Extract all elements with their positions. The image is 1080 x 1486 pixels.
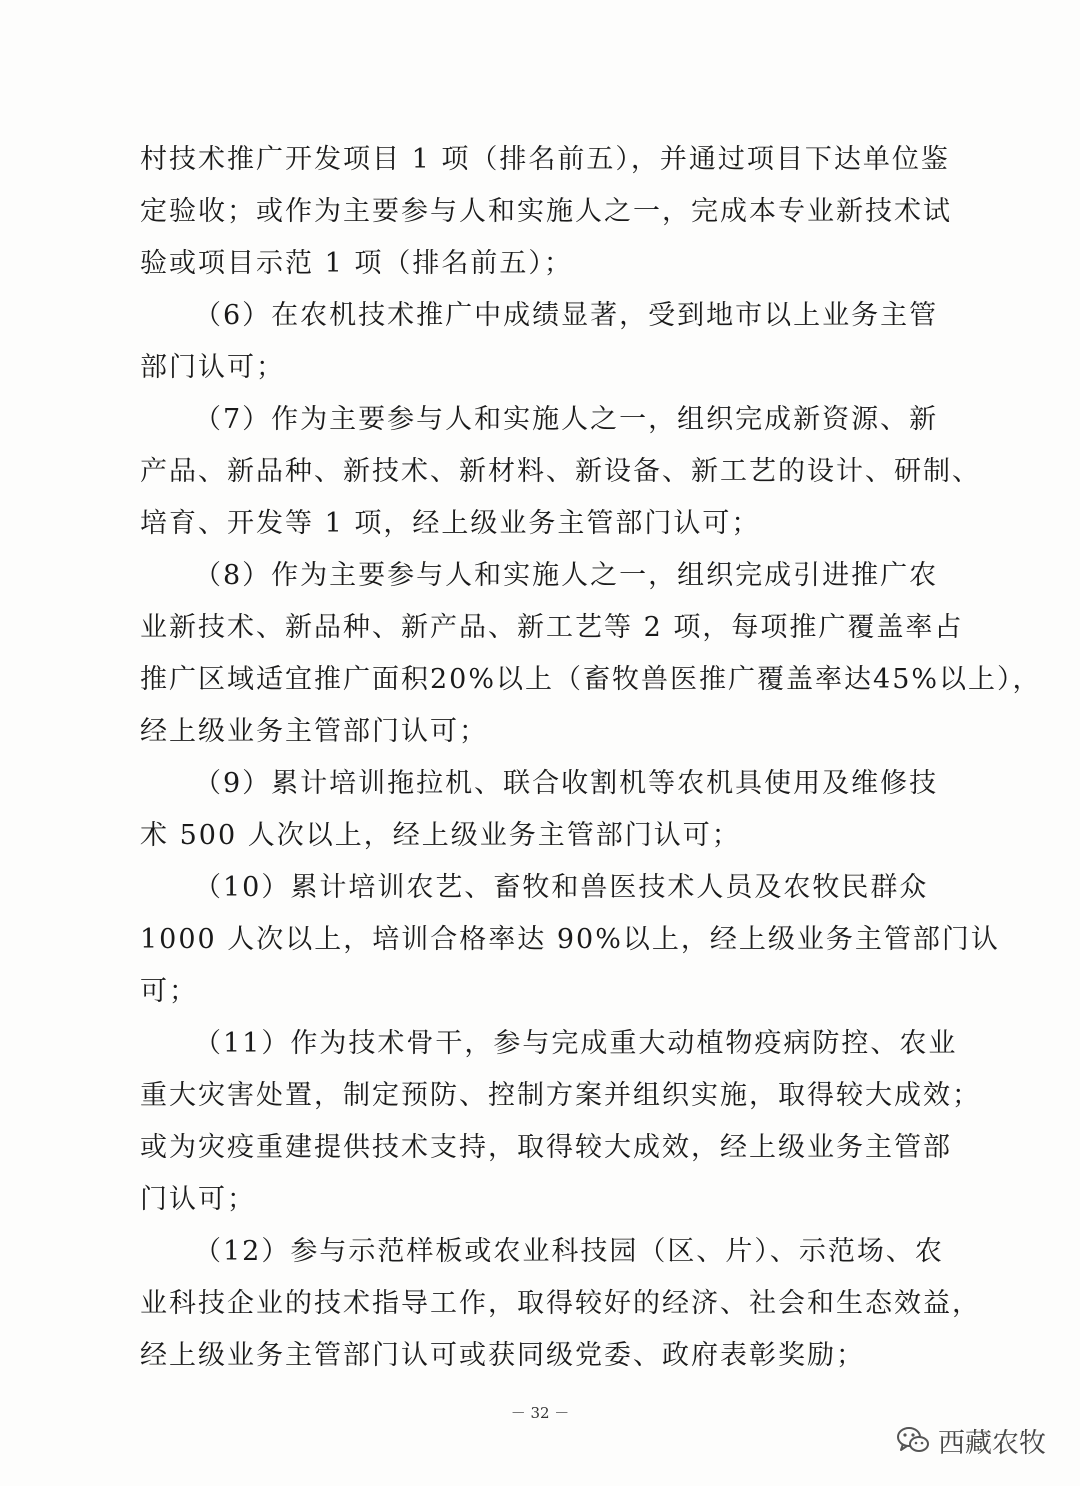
text-line: 培育、开发等 1 项，经上级业务主管部门认可； <box>140 508 761 539</box>
text-line: 经上级业务主管部门认可； <box>140 716 488 747</box>
wechat-watermark <box>896 1425 1046 1459</box>
watermark-label: 西藏农牧 <box>938 1427 1046 1459</box>
page-number: － 32 － <box>510 1404 570 1422</box>
text-line: 可； <box>140 976 198 1007</box>
text-line: 村技术推广开发项目 1 项（排名前五），并通过项目下达单位鉴 <box>140 144 950 175</box>
text-line: 验或项目示范 1 项（排名前五）； <box>140 248 573 279</box>
text-line: 推广区域适宜推广面积20%以上（畜牧兽医推广覆盖率达45%以上）， <box>140 664 1042 695</box>
wechat-icon <box>896 1425 930 1455</box>
text-line: 术 500 人次以上，经上级业务主管部门认可； <box>140 820 741 851</box>
text-line: （9）累计培训拖拉机、联合收割机等农机具使用及维修技 <box>194 768 939 799</box>
text-line: （7）作为主要参与人和实施人之一，组织完成新资源、新 <box>194 404 939 435</box>
text-line: （12）参与示范样板或农业科技园（区、片）、示范场、农 <box>194 1236 944 1267</box>
text-line: 业科技企业的技术指导工作，取得较好的经济、社会和生态效益， <box>140 1288 981 1319</box>
text-line: （10）累计培训农艺、畜牧和兽医技术人员及农牧民群众 <box>194 872 929 903</box>
text-line: 经上级业务主管部门认可或获同级党委、政府表彰奖励； <box>140 1340 865 1371</box>
text-line: （6）在农机技术推广中成绩显著，受到地市以上业务主管 <box>194 300 939 331</box>
text-line: 重大灾害处置，制定预防、控制方案并组织实施，取得较大成效； <box>140 1080 981 1111</box>
text-line: 业新技术、新品种、新产品、新工艺等 2 项，每项推广覆盖率占 <box>140 612 964 643</box>
text-line: 产品、新品种、新技术、新材料、新设备、新工艺的设计、研制、 <box>140 456 981 487</box>
text-line: 或为灾疫重建提供技术支持，取得较大成效，经上级业务主管部 <box>140 1132 952 1163</box>
text-line: （8）作为主要参与人和实施人之一，组织完成引进推广农 <box>194 560 939 591</box>
text-line: 定验收；或作为主要参与人和实施人之一，完成本专业新技术试 <box>140 196 952 227</box>
text-line: （11）作为技术骨干，参与完成重大动植物疫病防控、农业 <box>194 1028 958 1059</box>
text-line: 门认可； <box>140 1184 256 1215</box>
text-line: 部门认可； <box>140 352 285 383</box>
text-line: 1000 人次以上，培训合格率达 90%以上，经上级业务主管部门认 <box>140 924 1000 955</box>
